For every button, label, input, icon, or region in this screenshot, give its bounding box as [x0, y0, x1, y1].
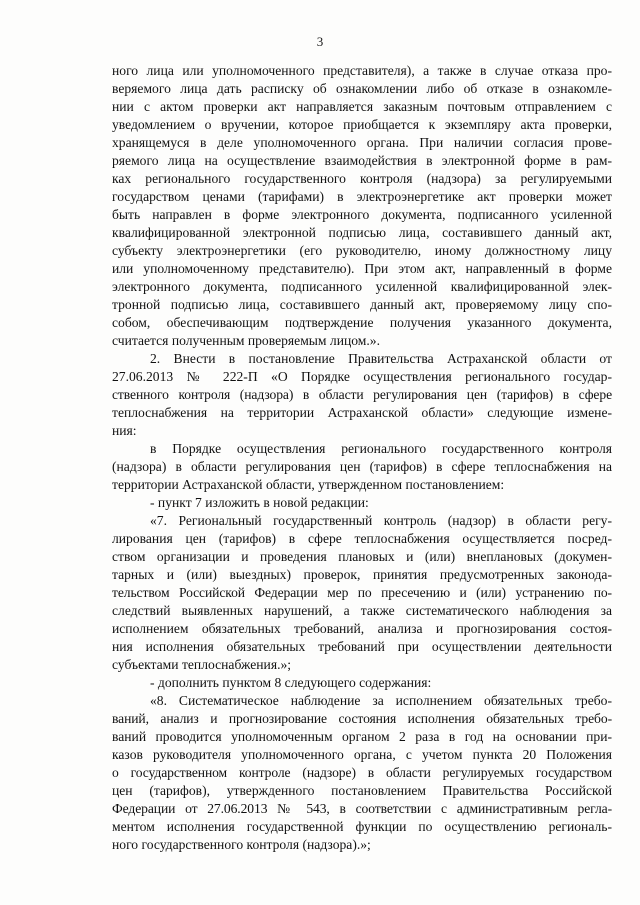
text-line: лирования цен (тарифов) в сфере теплоснабжения осуществляется посред- [112, 531, 612, 546]
text-line: теплоснабжения на территории Астраханской области» следующие измене- [112, 405, 612, 420]
text-line: казов руководителя уполномоченного органа, с учетом пункта 20 Положения [112, 747, 612, 762]
text-line: считается полученным проверяемым лицом.». [112, 333, 380, 348]
text-line: ственного контроля (надзора) в области регулирования цен (тарифов) в сфере [112, 387, 612, 402]
text-line: электронного документа, подписанного усиленной квалифицированной элек- [112, 279, 612, 294]
text-line: тарных и (или) выездных) проверок, принятия предусмотренных законода- [112, 567, 612, 582]
text-line: в Порядке осуществления регионального государственного контроля [150, 441, 612, 456]
text-line: уведомлением о вручении, которое приобщается к экземпляру акта проверки, [112, 117, 612, 132]
text-line: «8. Систематическое наблюдение за исполнением обязательных требо- [150, 693, 612, 708]
text-line: ного лица или уполномоченного представителя), а также в случае отказа про- [112, 63, 612, 78]
text-line: (надзора) в области регулирования цен (тарифов) в сфере теплоснабжения на [112, 459, 612, 474]
text-line: ния исполнения обязательных требований при осуществлении деятельности [112, 639, 612, 654]
text-line: ваний проводится уполномоченным органом 2 раза в год на основании при- [112, 729, 612, 744]
text-line: государством ценами (тарифами) в электроэнергетике акт проверки может [112, 189, 612, 204]
text-line: тельством Российской Федерации мер по пресечению и (или) устранению по- [112, 585, 612, 600]
text-line: Федерации от 27.06.2013 № 543, в соответствии с административным регла- [112, 801, 612, 816]
text-line: ментом исполнения государственной функции по осуществлению региональ- [112, 819, 612, 834]
text-line: ках регионального государственного контроля (надзора) за регулируемыми [112, 171, 612, 186]
text-line: территории Астраханской области, утвержденном постановлением: [112, 477, 505, 492]
text-line: субъекту электроэнергетики (его руководителю, иному должностному лицу [112, 243, 612, 258]
paragraph-2-heading: 2. Внести в постановление Правительства Астраханской области от [150, 351, 612, 366]
text-line: о государственном контроле (надзоре) в области регулируемых государством [112, 765, 612, 780]
list-item: - дополнить пунктом 8 следующего содержания: [150, 675, 432, 690]
text-line: или уполномоченному представителю). При этом акт, направленный в форме [112, 261, 612, 276]
text-line: ством организации и проведения плановых и (или) внеплановых (докумен- [112, 549, 612, 564]
text-line: 27.06.2013 № 222-П «О Порядке осуществления регионального государ- [112, 369, 612, 384]
text-line: ряемого лица на осуществление взаимодействия в электронной форме в рам- [112, 153, 612, 168]
page-number: 3 [316, 34, 324, 49]
text-line: тронной подписью лица, составившего данный акт, проверяемому лицу спо- [112, 297, 612, 312]
text-line: следствий выявленных нарушений, а также систематического наблюдения за [112, 603, 612, 618]
text-line: «7. Региональный государственный контроль (надзор) в области регу- [150, 513, 612, 528]
text-line: субъектами теплоснабжения.»; [112, 657, 292, 672]
text-line: квалифицированной электронной подписью лица, составившего данный акт, [112, 225, 612, 240]
text-line: исполнением обязательных требований, анализа и прогнозирования состоя- [112, 621, 612, 636]
document-body [112, 62, 612, 854]
text-line: ного государственного контроля (надзора).»; [112, 837, 371, 852]
text-line: собом, обеспечивающим подтверждение получения указанного документа, [112, 315, 612, 330]
text-line: быть направлен в форме электронного документа, подписанного усиленной [112, 207, 612, 222]
text-line: хранящемуся в деле уполномоченного органа. При наличии согласия прове- [112, 135, 612, 150]
text-line: веряемого лица дать расписку об ознакомлении либо об отказе в ознакомле- [112, 81, 612, 96]
list-item: - пункт 7 изложить в новой редакции: [150, 495, 369, 510]
text-line: цен (тарифов), утвержденного постановлением Правительства Российской [112, 783, 612, 798]
text-line: нии с актом проверки акт направляется заказным почтовым отправлением с [112, 99, 612, 114]
text-line: ния: [112, 423, 137, 438]
text-line: ваний, анализ и прогнозирование состояния исполнения обязательных требо- [112, 711, 612, 726]
